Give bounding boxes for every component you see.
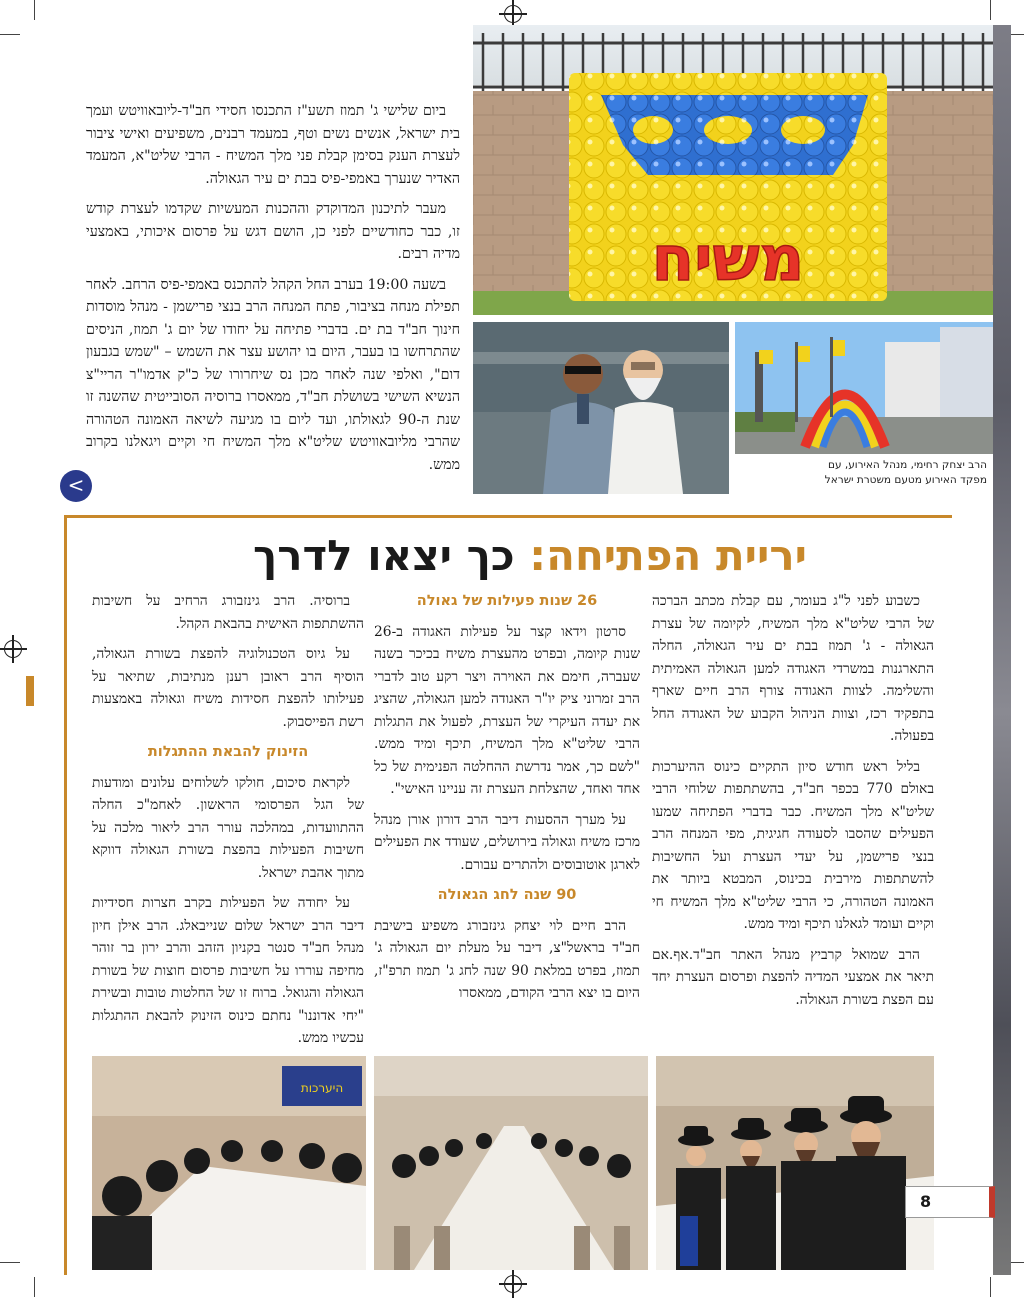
- article-column-right: [652, 590, 934, 1019]
- crop-mark: [0, 1262, 20, 1263]
- officer-photo: [473, 322, 729, 494]
- balloon-arch-photo: [735, 322, 993, 454]
- photo-caption-line: הרב יצחק רחימי, מנהל האירוע, עם: [827, 459, 987, 471]
- intro-text: [86, 100, 460, 484]
- article-paragraph: על מערך ההסעות דיבר הרב דורון אורן מנהל מרכז משיח וגאולה בירושלים, שעודד את הפעילים לארגן אוטובוסים ולהתרים עבורם.: [374, 811, 640, 873]
- section-subhead: 26 שנות פעילות של גאולה: [416, 593, 598, 609]
- registration-mark-left: [4, 640, 22, 658]
- article-headline: [120, 528, 940, 588]
- event-banner-text: היערכות: [300, 1081, 344, 1095]
- intro-paragraph: מעבר לתיכנון המדוקדק וההכנות המעשיות שקדמו לעצרת קודש זו, כבר כחודשיים לפני כן, הושם דגש על פרסום איכותי, באמצעי מדיה רבים.: [86, 201, 460, 262]
- event-photo-hall-middle: [374, 1056, 648, 1270]
- article-paragraph: בליל ראש חודש סיון התקיים כינוס ההיערכות באולם 770 בכפר חב"ד, בהשתתפות שלוחי הרבי שליט"א מלך המשיח. כבר בדברי הפתיחה שמעו הפעילים שהסבו לסעודה חגיגית, מפי המנחה הרב בנצי פרישמן, על יעדי העצרת ועל החשיבות להשתתפות מירבית בכינוס, המבטא ביותר את האמונה הטהורה, כי הרבי שליט"א מלך המשיח חי וקיים ועומד לגאלנו תיכף ומיד ממש.: [652, 758, 934, 932]
- event-photo-hall-right: [656, 1056, 934, 1270]
- headline-part-1: יריית הפתיחה:: [529, 531, 808, 580]
- intro-paragraph: ביום שלישי ג' תמוז תשע"ז התכנסו חסידי חב"ד-ליובאוויטש ועמך בית ישראל, אנשים נשים וטף, במעמד רבנים, משפיעים ואישי ציבור לעצרת הענק בסימן קבלת פני מלך המשיח - הרבי שליט"א, המעמד האדיר שנערך באמפי-פיס בבת ים עיר הגאולה.: [86, 103, 460, 187]
- article-paragraph: הרב שמואל קרביץ מנהל האתר חב"ד.אף.אם תיאר את אמצעי המדיה להפצת ופרסום העצרת יחד עם הפצת בשורת הגאולה.: [652, 946, 934, 1008]
- registration-mark-top: [504, 5, 522, 23]
- article-paragraph: כשבוע לפני ל"ג בעומר, עם קבלת מכתב הברכה של הרבי שליט"א מלך המשיח, לקיומה של עצרת הגאולה - ג' תמוז בבת ים עיר הגאולה, החלה התארגנות במשרדי האגודה למען הגאולה האמיתית והשלימה. לצוות האגודה צורף הרב חיים שארף בתפקיד רכז, וצוות הניהול הקבוע של האגודה החל בפעולה.: [652, 593, 934, 744]
- balloon-sign-photo: [473, 25, 993, 315]
- article-paragraph: הרב חיים לוי יצחק גינזבורג משפיע בישיבת חב"ד בראשל"צ, דיבר על מעלת יום הגאולה ג' תמוז, בפרט במלאת 90 שנה לחג ג' תמוז תרפ"ז, היום בו יצא הרבי הקודם, ממאסרו: [374, 917, 640, 1001]
- side-marker: [26, 676, 34, 706]
- article-paragraph: סרטון וידאו קצר על פעילות האגודה ב-26 שנות קיומה, ובפרט מהעצרת משיח בכיכר בשנה שעברה, חימם את האוירה ויצר רקע טוב לדברי הרב זמרוני ציק יו"ר האגודה למען הגאולה, שהציג את יעדה העיקרי של העצרת, לפעול את התגלות הרבי שליט"א מלך המשיח, תיכף ומיד ממש. "לשם כך, אמר נדרשת ההחלטה הפנימית של כל אחד ואחד, שהצלחת העצרת זה עניינו האישי".: [374, 623, 640, 797]
- section-subhead: 90 שנה לחג הגאולה: [437, 887, 577, 903]
- section-subhead: הזינוק להבאת ההתגלות: [147, 744, 309, 760]
- headline-part-2: כך יצאו לדרך: [252, 531, 515, 580]
- decorative-side-strip: [993, 25, 1011, 1275]
- crop-mark: [0, 34, 20, 35]
- article-column-left: [92, 590, 364, 1058]
- crop-mark: [34, 0, 35, 20]
- intro-paragraph: בשעה 19:00 בערב החל הקהל להתכנס באמפי-פיס הרחב. לאחר תפילת מנחה בציבור, פתח המנחה הרב בנצי פרישמן - מנהל מוסדות חינוך חב"ד בת ים. בדברי פתיחה על יחודו של יום ג' תמוז, הניסים שהתרחשו בו בעבר, היום בו יהושע עצר את השמש – "שמש בגבעון דום", ואלפי שנה לאחר מכן נס שיחרורו של כ"ק אדמו"ר הריי"צ הנשיא השישי בשושלת חב"ד, ממאסרו ברוסיה הסובייטית שהשנה זו שנת ה-90 לגאולתו, ועד ליום בו מגיעה לשיאה האמונה הטהורה שהרבי מליובאוויטש שליט"א מלך המשיח חי וקיים ויגאלנו בקרוב ממש.: [86, 276, 460, 473]
- registration-mark-bottom: [504, 1275, 522, 1293]
- article-paragraph: ברוסיה. הרב גינזבורג הרחיב על חשיבות ההשתתפות האישית בהבאת הקהל.: [92, 593, 364, 632]
- balloon-sign-illustration: [473, 25, 993, 315]
- article-paragraph: על יחודה של הפעילות בקרב חצרות חסידיות דיבר הרב ישראל שלום שנייבאלג. הרב אילן חיון מנהל חב"ד סנטר בקניון הזהב והרב ירון בר זוהר מחיפה עוררו על חשיבות פרסום חוצות של בשורת הגאולה והגואל. ברוח זו של החלטות טובות ובשירת "יחי אדוננו" נחתם כינוס הזינוק להבאת ההתגלות עכשיו ממש.: [92, 895, 364, 1046]
- event-photo-hall-left: [92, 1056, 366, 1270]
- article-paragraph: לקראת סיכום, חולקו לשלוחים עלונים ומודעות של הגל הפרסומי הראשון. לאחמ"כ החלה ההתוועדות, במהלכה עורר הרב ליאור מלכה על חשיבות הפעילות בהפצת בשורת הגאולה דווקא מתוך אהבת ישראל.: [92, 774, 364, 881]
- photo-caption-line: מפקד האירוע מטעם משטרת ישראל: [824, 474, 987, 486]
- balloon-sign-text: משיח: [651, 222, 805, 295]
- crop-mark: [990, 0, 991, 20]
- page-number: 8: [905, 1186, 995, 1218]
- crop-mark: [34, 1277, 35, 1297]
- previous-page-button[interactable]: <: [60, 470, 92, 502]
- article-paragraph: על גיוס הטכנולוגיה להפצת בשורת הגאולה, הוסיף הרב ראובן רענן מנתיבות, שתיאר על פעילותו להפצת חסידות משיח וגאולה באמצעות רשת הפייסבוק.: [92, 646, 364, 730]
- article-column-middle: [374, 590, 640, 1013]
- crop-mark: [990, 1277, 991, 1297]
- photo-caption: [735, 458, 987, 488]
